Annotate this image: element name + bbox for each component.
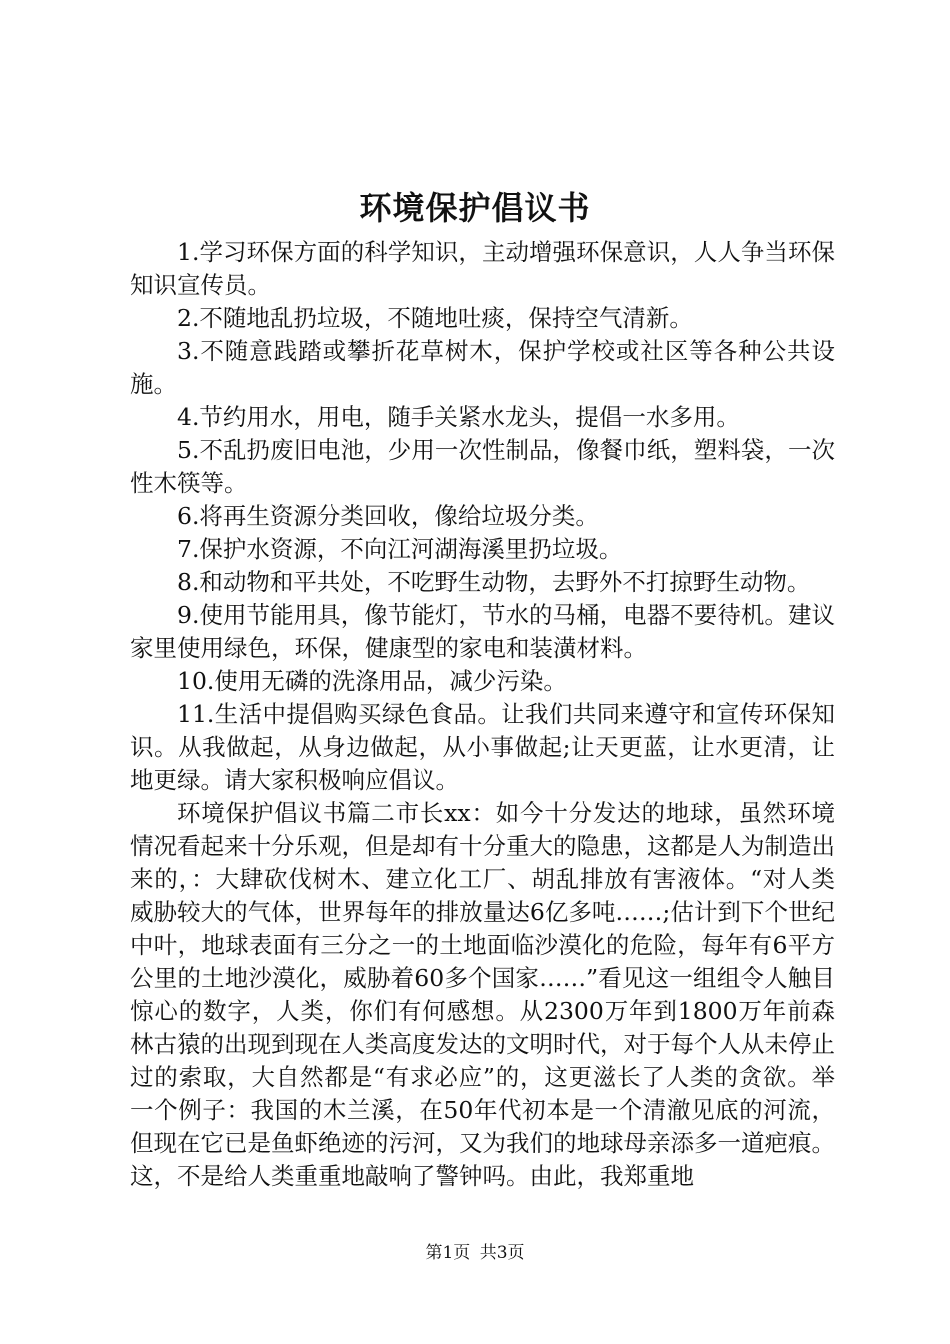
document-body	[130, 236, 835, 1193]
paragraph-item-9: 9.使用节能用具，像节能灯，节水的马桶，电器不要待机。建议家里使用绿色，环保，健康型的家电和装潢材料。	[130, 601, 835, 662]
paragraph-item-11: 11.生活中提倡购买绿色食品。让我们共同来遵守和宣传环保知识。从我做起，从身边做起，从小事做起;让天更蓝，让水更清，让地更绿。请大家积极响应倡议。	[130, 700, 835, 794]
paragraph-item-2: 2.不随地乱扔垃圾，不随地吐痰，保持空气清新。	[177, 304, 693, 332]
paragraph-section-two: 环境保护倡议书篇二市长xx：如今十分发达的地球，虽然环境情况看起来十分乐观，但是却有十分重大的隐患，这都是人为制造出来的，：大肆砍伐树木、建立化工厂、胡乱排放有害液体。“对人类威胁较大的气体，世界每年的排放量达6亿多吨……;估计到下个世纪中叶，地球表面有三分之一的土地面临沙漠化的危险，每年有6平方公里的土地沙漠化，威胁着60多个国家……”看见这一组组令人触目惊心的数字，人类，你们有何感想。从2300万年到1800万年前森林古猿的出现到现在人类高度发达的文明时代，对于每个人从未停止过的索取，大自然都是“有求必应”的，这更滋长了人类的贪欲。举一个例子：我国的木兰溪，在50年代初本是一个清澈见底的河流，但现在它已是鱼虾绝迹的污河，又为我们的地球母亲添多一道疤痕。这，不是给人类重重地敲响了警钟吗。由此，我郑重地	[130, 799, 835, 1190]
paragraph-item-1: 1.学习环保方面的科学知识，主动增强环保意识，人人争当环保知识宣传员。	[130, 238, 835, 299]
paragraph-item-7: 7.保护水资源，不向江河湖海溪里扔垃圾。	[177, 535, 623, 563]
paragraph-item-5: 5.不乱扔废旧电池，少用一次性制品，像餐巾纸，塑料袋，一次性木筷等。	[130, 436, 835, 497]
paragraph-item-10: 10.使用无磷的洗涤用品，减少污染。	[177, 667, 567, 695]
paragraph-item-3: 3.不随意践踏或攀折花草树木，保护学校或社区等各种公共设施。	[130, 337, 835, 398]
document-title: 环境保护倡议书	[359, 189, 591, 227]
paragraph-item-6: 6.将再生资源分类回收，像给垃圾分类。	[177, 502, 599, 530]
page-number-footer: 第1页 共3页	[425, 1243, 525, 1263]
paragraph-item-4: 4.节约用水，用电，随手关紧水龙头，提倡一水多用。	[177, 403, 740, 431]
paragraph-item-8: 8.和动物和平共处，不吃野生动物，去野外不打掠野生动物。	[177, 568, 811, 596]
